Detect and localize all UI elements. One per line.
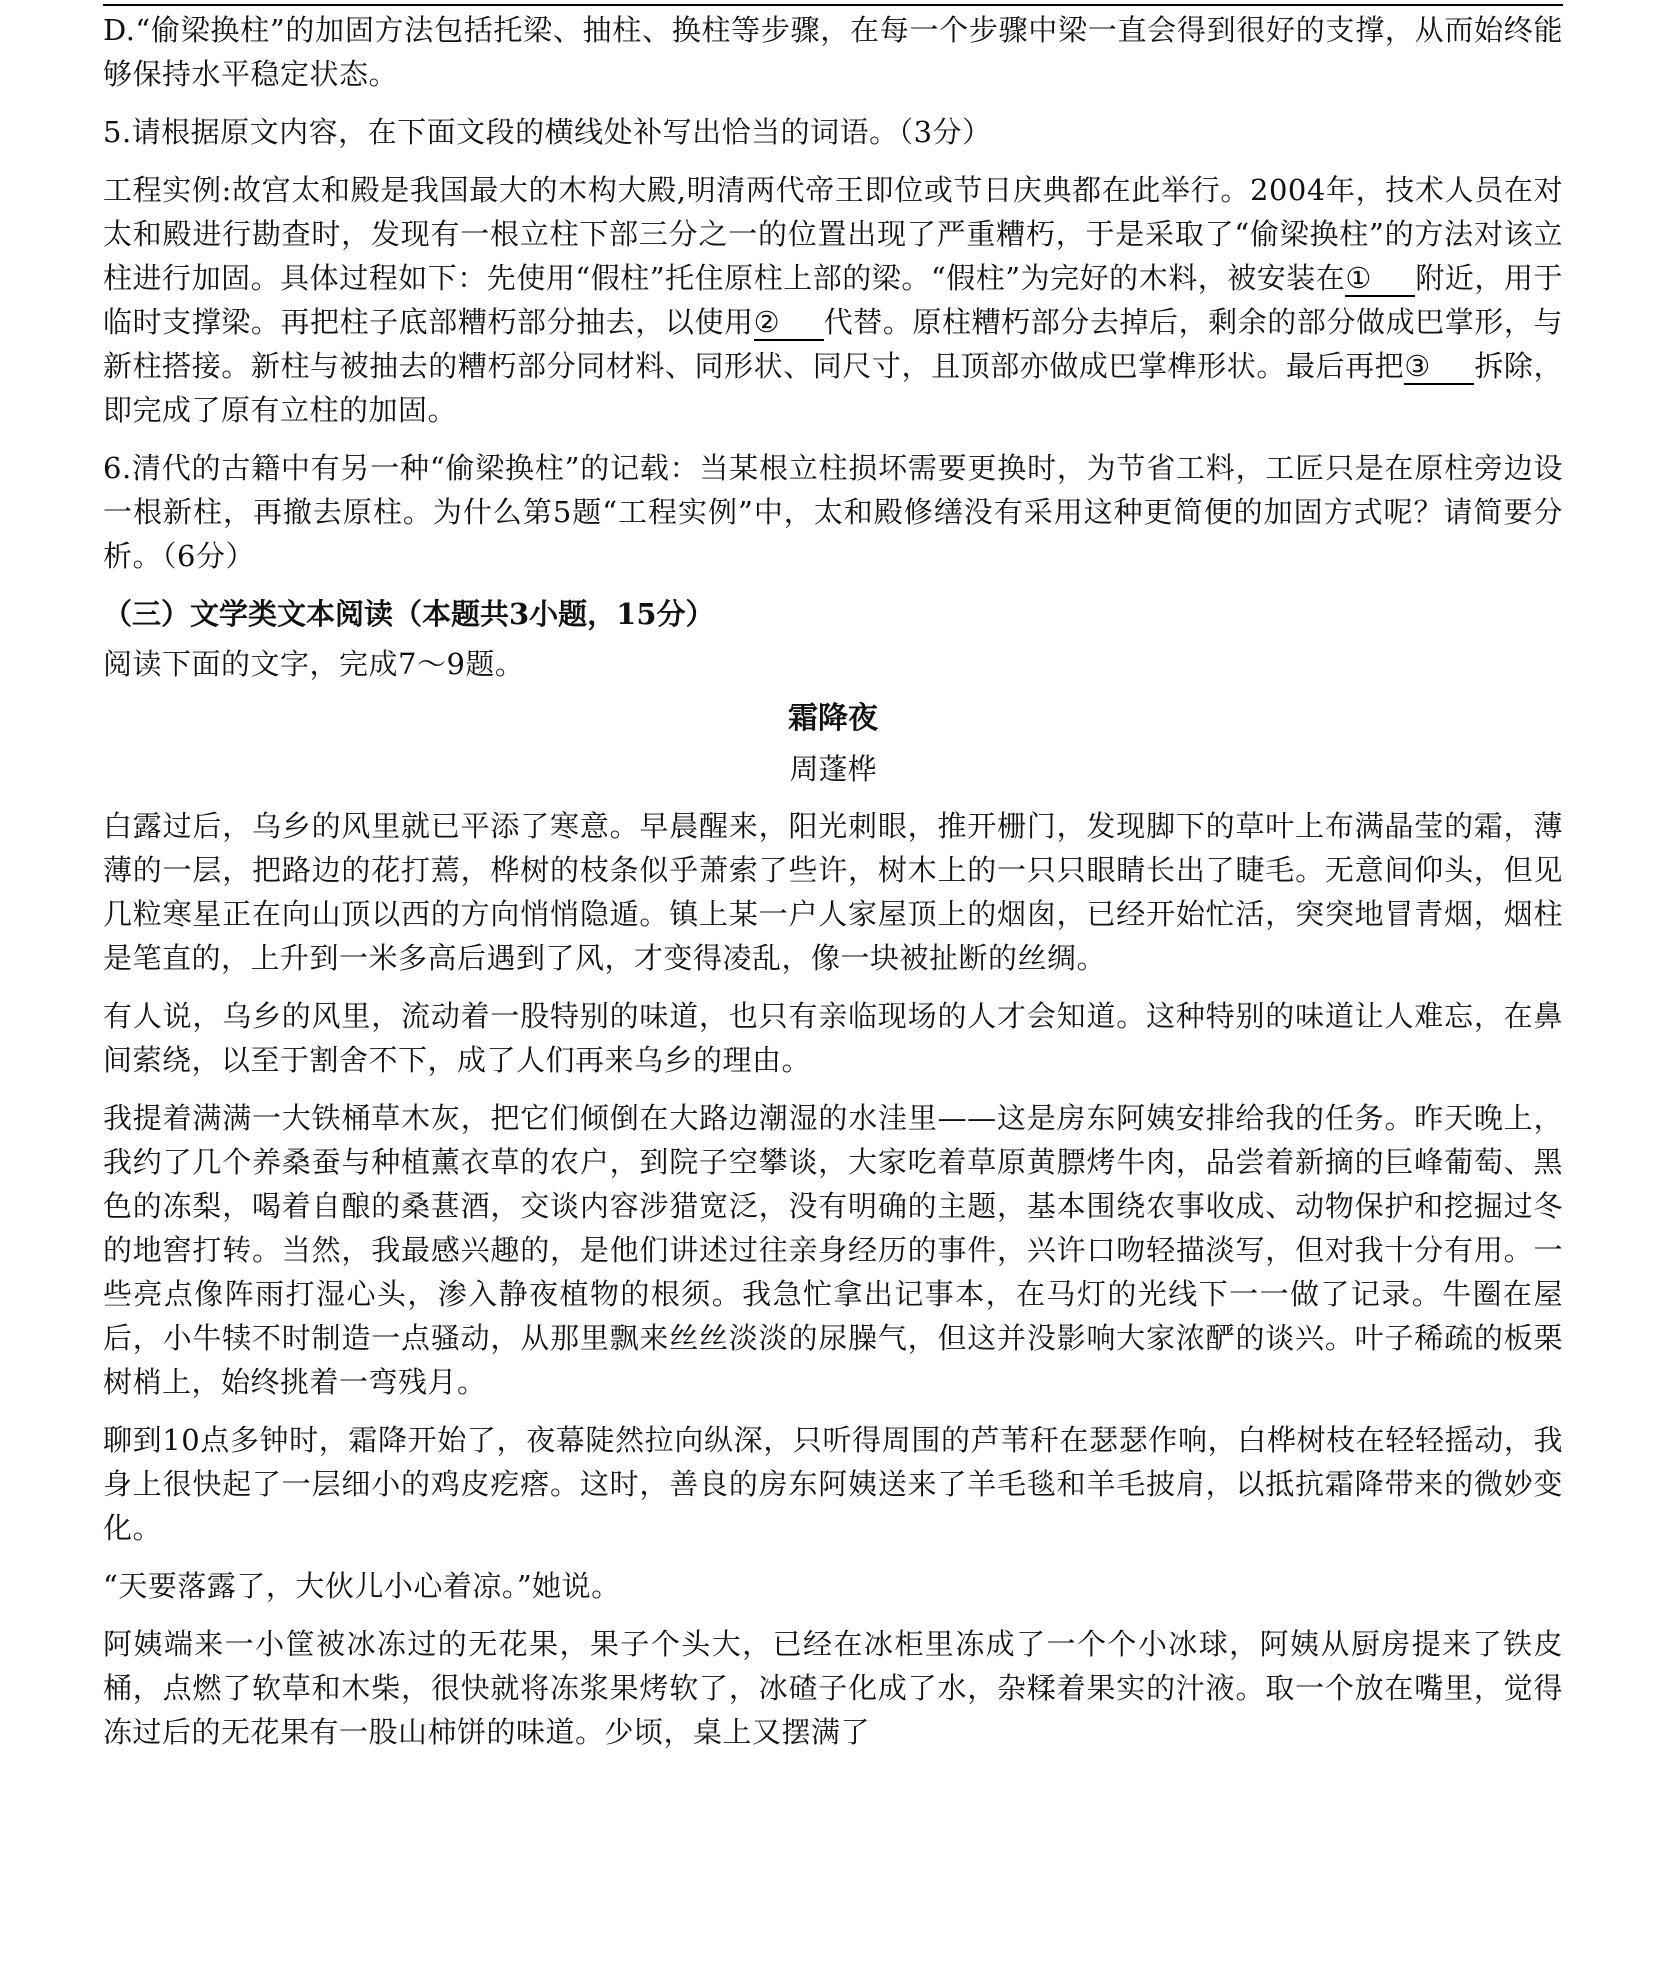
q4-option-d: D.“偷梁换柱”的加固方法包括托梁、抽柱、换柱等步骤，在每一个步骤中梁一直会得到很好的支撑，从而始终能够保持水平稳定状态。 xyxy=(103,13,1563,91)
q5-text-2: 附近，用于临时支撑梁。再把柱子底部糟朽部分抽去，以使用 xyxy=(103,261,1563,339)
q5-blank-2: ② xyxy=(754,305,824,341)
reading-instruction: 阅读下面的文字，完成7～9题。 xyxy=(103,647,525,681)
story-title: 霜降夜 xyxy=(788,701,878,736)
story-author: 周蓬桦 xyxy=(789,752,877,786)
section-3-heading: （三）文学类文本阅读（本题共3小题，15分） xyxy=(103,597,715,631)
q5-text-3: 代替。原柱糟朽部分去掉后，剩余的部分做成巴掌形，与新柱搭接。新柱与被抽去的糟朽部分同材料、同形状、同尺寸，且顶部亦做成巴掌榫形状。最后再把 xyxy=(103,305,1563,383)
q5-text-4: 拆除，即完成了原有立柱的加固。 xyxy=(103,349,1563,427)
story-paragraph-1: 白露过后，乌乡的风里就已平添了寒意。早晨醒来，阳光刺眼，推开栅门，发现脚下的草叶上布满晶莹的霜，薄薄的一层，把路边的花打蔫，桦树的枝条似乎萧索了些许，树木上的一只只眼睛长出了睫毛。无意间仰头，但见几粒寒星正在向山顶以西的方向悄悄隐遁。镇上某一户人家屋顶上的烟囱，已经开始忙活，突突地冒青烟，烟柱是笔直的，上升到一米多高后遇到了风，才变得凌乱，像一块被扯断的丝绸。 xyxy=(103,809,1563,975)
story-paragraph-4: 聊到10点多钟时，霜降开始了，夜幕陡然拉向纵深，只听得周围的芦苇秆在瑟瑟作响，白桦树枝在轻轻摇动，我身上很快起了一层细小的鸡皮疙瘩。这时，善良的房东阿姨送来了羊毛毯和羊毛披肩，以抵抗霜降带来的微妙变化。 xyxy=(103,1423,1563,1545)
story-paragraph-5: “天要落露了，大伙儿小心着凉。”她说。 xyxy=(103,1569,621,1603)
q5-blank-1: ① xyxy=(1345,261,1415,297)
q6-question: 6.清代的古籍中有另一种“偷梁换柱”的记载：当某根立柱损坏需要更换时，为节省工料，工匠只是在原柱旁边设一根新柱，再撤去原柱。为什么第5题“工程实例”中，太和殿修缮没有采用这种更简便的加固方式呢？请简要分析。（6分） xyxy=(103,451,1563,573)
document-page xyxy=(103,0,1563,1754)
story-paragraph-6: 阿姨端来一小筐被冰冻过的无花果，果子个头大，已经在冰柜里冻成了一个个小冰球，阿姨从厨房提来了铁皮桶，点燃了软草和木柴，很快就将冻浆果烤软了，冰碴子化成了水，杂糅着果实的汁液。取一个放在嘴里，觉得冻过后的无花果有一股山柿饼的味道。少顷，桌上又摆满了 xyxy=(103,1627,1563,1749)
q5-text-1: 工程实例:故宫太和殿是我国最大的木构大殿,明清两代帝王即位或节日庆典都在此举行。2004年，技术人员在对太和殿进行勘查时，发现有一根立柱下部三分之一的位置出现了严重糟朽，于是采取了“偷梁换柱”的方法对该立柱进行加固。具体过程如下：先使用“假柱”托住原柱上部的梁。“假柱”为完好的木料，被安装在 xyxy=(103,173,1563,295)
story-paragraph-2: 有人说，乌乡的风里，流动着一股特别的味道，也只有亲临现场的人才会知道。这种特别的味道让人难忘，在鼻间萦绕，以至于割舍不下，成了人们再来乌乡的理由。 xyxy=(103,999,1563,1077)
q5-engineering-example xyxy=(103,168,1563,432)
q5-prompt: 5.请根据原文内容，在下面文段的横线处补写出恰当的词语。（3分） xyxy=(103,115,992,149)
story-paragraph-3: 我提着满满一大铁桶草木灰，把它们倾倒在大路边潮湿的水洼里——这是房东阿姨安排给我的任务。昨天晚上，我约了几个养桑蚕与种植薰衣草的农户，到院子空攀谈，大家吃着草原黄膘烤牛肉，品尝着新摘的巨峰葡萄、黑色的冻梨，喝着自酿的桑葚酒，交谈内容涉猎宽泛，没有明确的主题，基本围绕农事收成、动物保护和挖掘过冬的地窖打转。当然，我最感兴趣的，是他们讲述过往亲身经历的事件，兴许口吻轻描淡写，但对我十分有用。一些亮点像阵雨打湿心头，渗入静夜植物的根须。我急忙拿出记事本，在马灯的光线下一一做了记录。牛圈在屋后，小牛犊不时制造一点骚动，从那里飘来丝丝淡淡的尿臊气，但这并没影响大家浓酽的谈兴。叶子稀疏的板栗树梢上，始终挑着一弯残月。 xyxy=(103,1101,1563,1399)
q5-blank-3: ③ xyxy=(1404,349,1474,385)
